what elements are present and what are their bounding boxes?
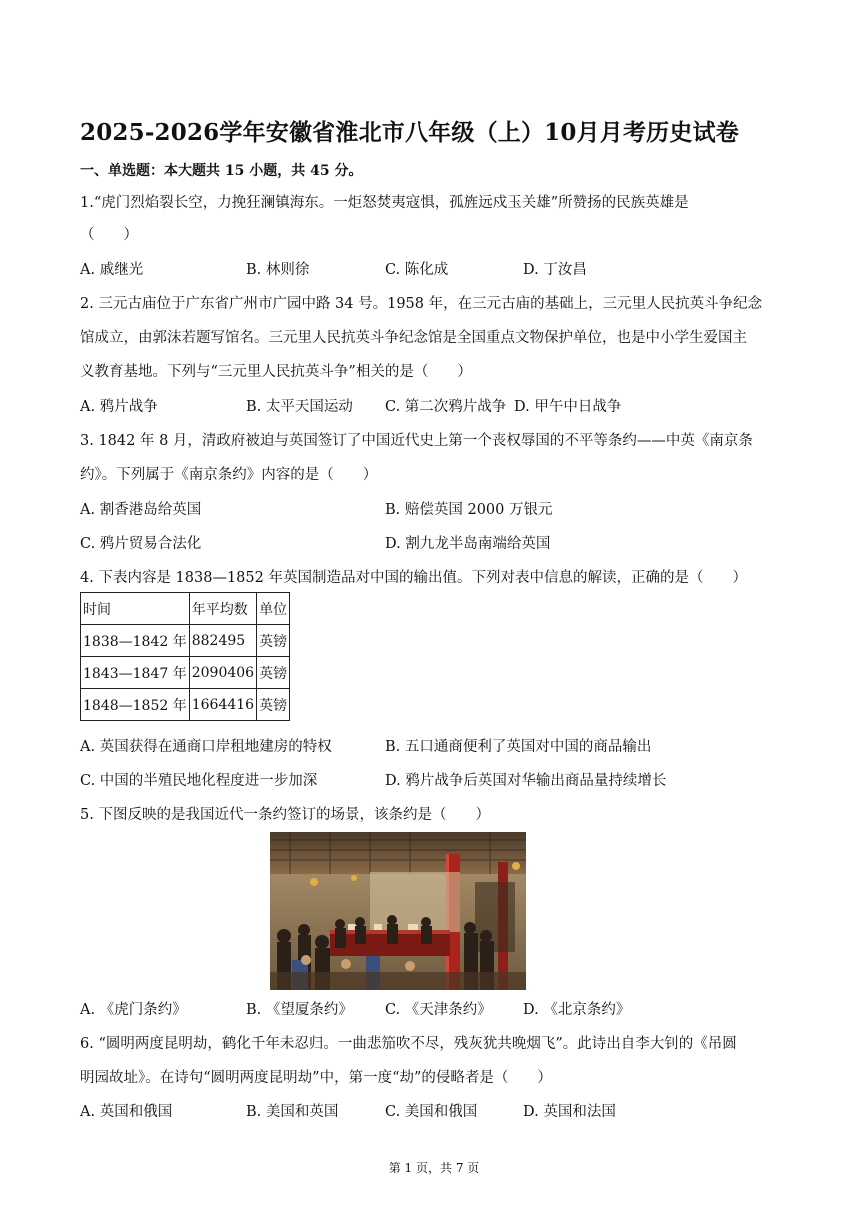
q2-option-a: A. 鸦片战争	[80, 399, 158, 415]
q5-option-c: C. 《天津条约》	[385, 1002, 492, 1018]
question-2-line-3: 义教育基地。下列与“三元里人民抗英斗争”相关的是（ ）	[80, 364, 472, 380]
q4-option-a: A. 英国获得在通商口岸租地建房的特权	[80, 739, 332, 755]
table-cell: 英镑	[257, 625, 290, 657]
q3-option-b: B. 赔偿英国 2000 万银元	[385, 502, 553, 518]
question-1-line-1: 1.“虎门烈焰裂长空，力挽狂澜镇海东。一炬怒焚夷寇惧，孤旌远戍玉关雄”所赞扬的民族英雄是	[80, 195, 689, 211]
table-cell: 英镑	[257, 689, 290, 721]
treaty-signing-illustration	[270, 832, 526, 990]
question-4-line-1: 4. 下表内容是 1838—1852 年英国制造品对中国的输出值。下列对表中信息的解读，正确的是（ ）	[80, 570, 747, 586]
q5-option-d: D. 《北京条约》	[523, 1002, 631, 1018]
table-row	[81, 689, 290, 721]
table-cell: 1664416	[189, 689, 256, 721]
question-3-line-1: 3. 1842 年 8 月，清政府被迫与英国签订了中国近代史上第一个丧权辱国的不平等条约——中英《南京条	[80, 433, 753, 449]
question-6-line-1: 6. “圆明两度昆明劫，鹤化千年未忍归。一曲悲笳吹不尽，残灰犹共晚烟飞”。此诗出自李大钊的《吊圆	[80, 1036, 737, 1052]
q2-option-d: D. 甲午中日战争	[514, 399, 622, 415]
q1-option-c: C. 陈化成	[385, 262, 449, 278]
q3-option-a: A. 割香港岛给英国	[80, 502, 202, 518]
table-header-cell: 单位	[257, 593, 290, 625]
question-3-line-2: 约》。下列属于《南京条约》内容的是（ ）	[80, 467, 378, 483]
q3-option-d: D. 割九龙半岛南端给英国	[385, 536, 551, 552]
q2-option-c: C. 第二次鸦片战争	[385, 399, 507, 415]
table-cell: 1848—1852 年	[81, 689, 190, 721]
table-cell: 1843—1847 年	[81, 657, 190, 689]
q5-option-b: B. 《望厦条约》	[246, 1002, 353, 1018]
q6-option-c: C. 美国和俄国	[385, 1104, 478, 1120]
page-title: 2025-2026学年安徽省淮北市八年级（上）10月月考历史试卷	[80, 119, 739, 146]
question-5-line-1: 5. 下图反映的是我国近代一条约签订的场景，该条约是（ ）	[80, 807, 490, 823]
table-header-cell: 年平均数	[189, 593, 256, 625]
q2-option-b: B. 太平天国运动	[246, 399, 353, 415]
question-2-line-2: 馆成立，由郭沫若题写馆名。三元里人民抗英斗争纪念馆是全国重点文物保护单位，也是中小学生爱国主	[80, 330, 747, 346]
table-cell: 2090406	[189, 657, 256, 689]
table-row	[81, 625, 290, 657]
q4-option-b: B. 五口通商便利了英国对中国的商品输出	[385, 739, 652, 755]
export-value-table	[80, 592, 290, 721]
q6-option-a: A. 英国和俄国	[80, 1104, 173, 1120]
q3-option-c: C. 鸦片贸易合法化	[80, 536, 202, 552]
table-header-cell: 时间	[81, 593, 190, 625]
table-header-row	[81, 593, 290, 625]
q6-option-d: D. 英国和法国	[523, 1104, 616, 1120]
q5-option-a: A. 《虎门条约》	[80, 1002, 187, 1018]
table-cell: 882495	[189, 625, 256, 657]
question-6-line-2: 明园故址》。在诗句“圆明两度昆明劫”中，第一度“劫”的侵略者是（ ）	[80, 1070, 552, 1086]
q4-option-d: D. 鸦片战争后英国对华输出商品量持续增长	[385, 773, 667, 789]
section-heading: 一、单选题：本大题共 15 小题，共 45 分。	[80, 163, 363, 179]
q6-option-b: B. 美国和英国	[246, 1104, 339, 1120]
table-cell: 英镑	[257, 657, 290, 689]
q1-option-d: D. 丁汝昌	[523, 262, 587, 278]
question-1-line-2: （ ）	[80, 227, 138, 243]
q1-option-b: B. 林则徐	[246, 262, 310, 278]
table-row	[81, 657, 290, 689]
page-footer: 第 1 页，共 7 页	[388, 1161, 480, 1175]
q1-option-a: A. 戚继光	[80, 262, 144, 278]
table-cell: 1838—1842 年	[81, 625, 190, 657]
question-2-line-1: 2. 三元古庙位于广东省广州市广园中路 34 号。1958 年，在三元古庙的基础上，三元里人民抗英斗争纪念	[80, 296, 763, 312]
q4-option-c: C. 中国的半殖民地化程度进一步加深	[80, 773, 318, 789]
